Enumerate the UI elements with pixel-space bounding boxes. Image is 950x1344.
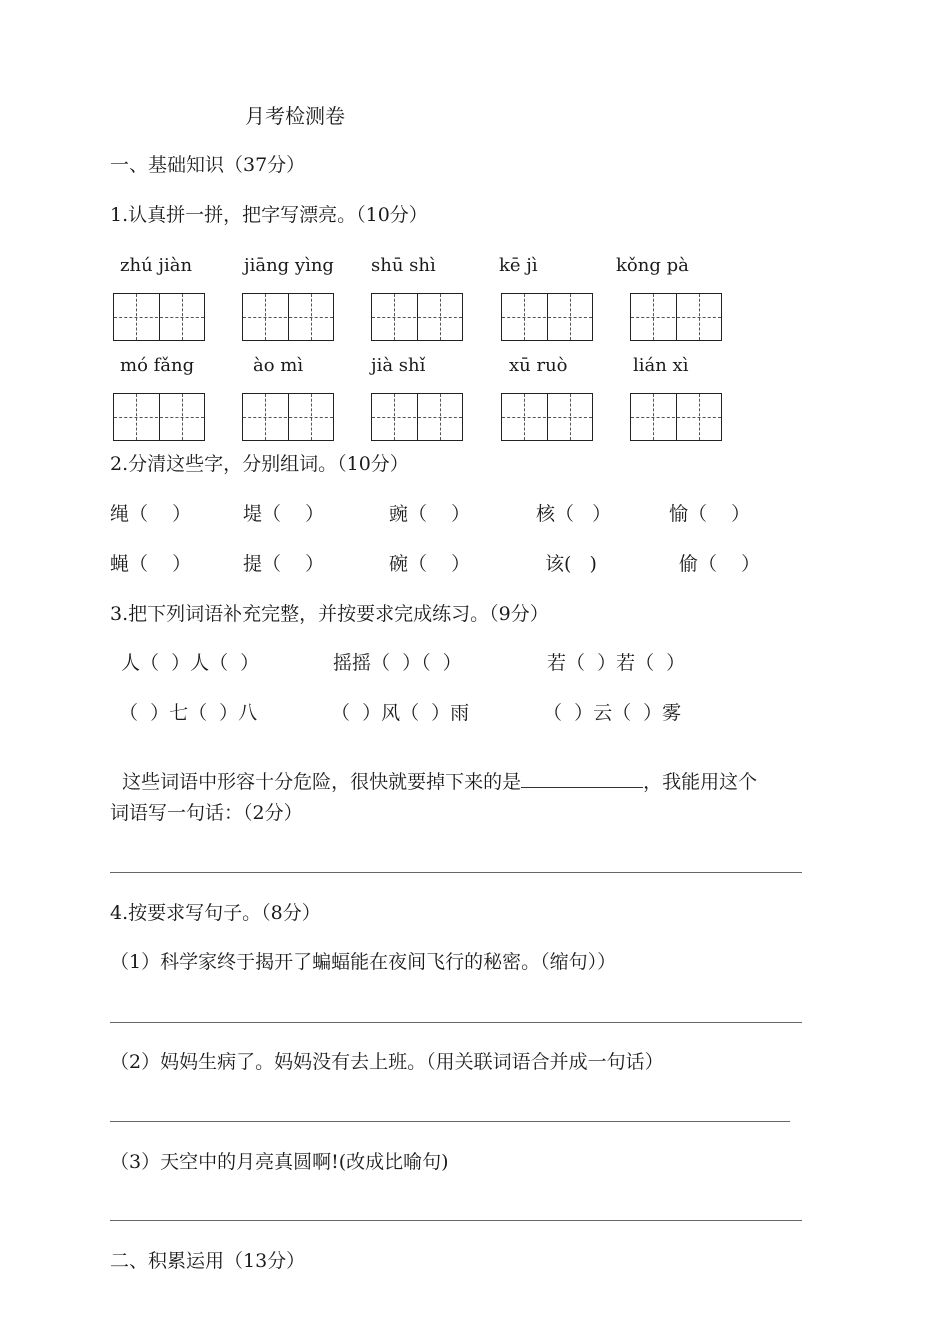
pinyin-label: ào mì — [253, 355, 304, 376]
q2-prompt: 2.分清这些字，分别组词。（10分） — [110, 453, 409, 475]
section2-heading: 二、积累运用（13分） — [110, 1250, 306, 1272]
writing-box[interactable] — [630, 393, 722, 441]
exam-title: 月考检测卷 — [245, 104, 345, 128]
writing-box[interactable] — [113, 293, 205, 341]
idiom-item[interactable]: （ ）云（ ）雾 — [543, 702, 682, 724]
pinyin-label: lián xì — [633, 355, 689, 376]
fill-sentence-after: ，我能用这个 — [643, 771, 758, 793]
writing-box[interactable] — [242, 293, 334, 341]
writing-box[interactable] — [501, 393, 593, 441]
writing-box[interactable] — [113, 393, 205, 441]
idiom-item[interactable]: 人（ ）人（ ） — [121, 652, 260, 674]
pinyin-label: xū ruò — [509, 355, 568, 376]
fill-sentence-before: 这些词语中形容十分危险，很快就要掉下来的是 — [122, 771, 522, 793]
q1-prompt: 1.认真拼一拼，把字写漂亮。（10分） — [110, 204, 428, 226]
pinyin-label: kē jì — [499, 255, 538, 276]
pinyin-label: jià shǐ — [371, 355, 426, 376]
idiom-item[interactable]: 摇摇（ ）（ ） — [333, 652, 462, 674]
pinyin-label: zhú jiàn — [120, 255, 193, 276]
word-pair-item[interactable]: 核（ ） — [536, 503, 612, 525]
answer-line[interactable] — [110, 1022, 802, 1023]
section1-heading: 一、基础知识（37分） — [110, 154, 306, 176]
idiom-item[interactable]: （ ）风（ ）雨 — [331, 702, 470, 724]
q4-item: （1）科学家终于揭开了蝙蝠能在夜间飞行的秘密。（缩句）） — [110, 951, 617, 973]
idiom-item[interactable]: （ ）七（ ）八 — [119, 702, 258, 724]
answer-line[interactable] — [110, 1121, 790, 1122]
word-pair-item[interactable]: 提（ ） — [243, 553, 325, 575]
word-pair-item[interactable]: 偷（ ） — [679, 553, 761, 575]
fill-sentence — [110, 754, 757, 792]
writing-box[interactable] — [371, 393, 463, 441]
pinyin-label: jiāng yìng — [244, 255, 334, 276]
idiom-item[interactable]: 若（ ）若（ ） — [547, 652, 686, 674]
pinyin-label: shū shì — [371, 255, 436, 276]
word-pair-item[interactable]: 豌（ ） — [389, 503, 471, 525]
answer-line[interactable] — [110, 1220, 802, 1221]
answer-line[interactable] — [110, 872, 802, 873]
word-pair-item[interactable]: 蝇（ ） — [110, 553, 192, 575]
word-pair-item[interactable]: 愉（ ） — [669, 503, 751, 525]
word-pair-item[interactable]: 堤（ ） — [243, 503, 325, 525]
word-pair-item[interactable]: 碗（ ） — [389, 553, 471, 575]
pinyin-label: mó fǎng — [120, 355, 195, 376]
q3-prompt: 3.把下列词语补充完整，并按要求完成练习。（9分） — [110, 603, 549, 625]
q4-item: （2）妈妈生病了。妈妈没有去上班。（用关联词语合并成一句话） — [110, 1051, 664, 1073]
word-pair-item[interactable]: 该( ) — [545, 553, 597, 575]
pinyin-label: kǒng pà — [616, 255, 689, 276]
writing-box[interactable] — [501, 293, 593, 341]
writing-box[interactable] — [371, 293, 463, 341]
q4-prompt: 4.按要求写句子。（8分） — [110, 902, 321, 924]
q4-item: （3）天空中的月亮真圆啊!(改成比喻句) — [110, 1151, 449, 1173]
fill-blank[interactable] — [521, 786, 643, 788]
word-pair-item[interactable]: 绳（ ） — [110, 503, 192, 525]
writing-box[interactable] — [242, 393, 334, 441]
sentence-prompt: 词语写一句话：（2分） — [110, 802, 303, 824]
writing-box[interactable] — [630, 293, 722, 341]
